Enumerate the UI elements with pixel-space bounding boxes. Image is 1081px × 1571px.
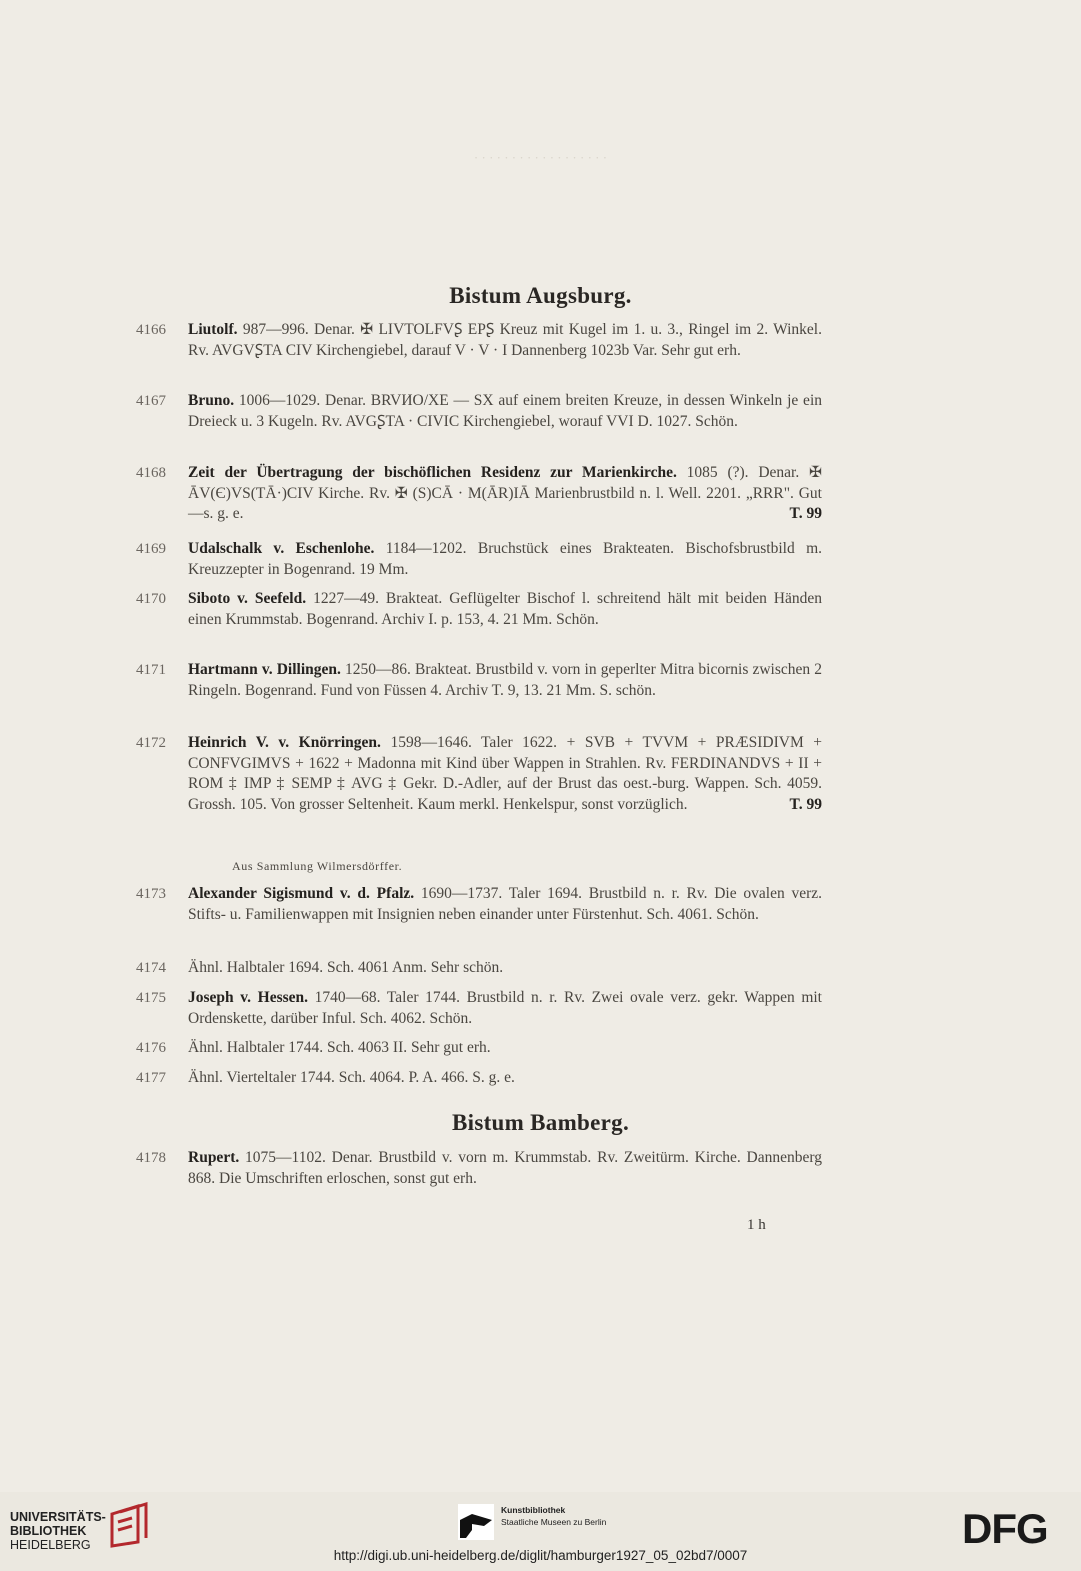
entry-description: 1598—1646. Taler 1622. + SVB + TVVM + PRÆSIDIVM + CONFVGIMVS + 1622 + Madonna mit Kind über Wappen in Strahlen. Rv. FERDINANDVS + II + ROM ‡ IMP ‡ SEMP ‡ AVG ‡ Gekr. D.-Adler, auf der Brust das oest.-burg. Wappen. Sch. 4059. Grossh. 105. Von grosser Seltenheit. Kaum merkl. Henkelspur, sonst vorzüglich. <box>188 734 823 813</box>
lot-number: 4173 <box>136 886 166 902</box>
ub-heidelberg-emblem-icon <box>108 1502 150 1548</box>
permalink-url[interactable]: http://digi.ub.uni-heidelberg.de/diglit/hamburger1927_05_02bd7/0007 <box>333 1548 748 1563</box>
ruler-name: Hartmann v. Dillingen. <box>188 661 341 678</box>
entry-text <box>188 733 822 815</box>
digitization-footer <box>0 1492 1081 1571</box>
bleed-through-text: · · · · · · · · · · · · · · · · · · <box>473 150 608 165</box>
entry-description: Ähnl. Halbtaler 1744. Sch. 4063 II. Sehr gut erh. <box>188 1039 491 1056</box>
dfg-logo[interactable]: DFG <box>962 1505 1048 1552</box>
entry-text <box>188 660 822 701</box>
lot-number: 4174 <box>136 960 166 976</box>
entry-text <box>188 539 822 580</box>
entry-description: 1184—1202. Bruchstück eines Brakteaten. Bischofsbrustbild m. Kreuzzepter in Bogenrand. 19 Mm. <box>188 540 823 578</box>
entry-description: 1085 (?). Denar. ✠ ĀV(Є)VS(TĀ·)CIV Kirche. Rv. ✠ (S)CĀ · M(ĀR)IĀ Marienbrustbild n. l. Well. 2201. „RRR". Gut—s. g. e. <box>188 464 822 522</box>
entry-text <box>188 884 822 925</box>
ruler-name: Heinrich V. v. Knörringen. <box>188 734 381 751</box>
plate-reference: T. 99 <box>789 505 822 522</box>
signature-mark: 1 h <box>747 1217 766 1233</box>
lot-number: 4170 <box>136 591 166 607</box>
ruler-name: Bruno. <box>188 392 235 409</box>
ruler-name: Zeit der Übertragung der bischöflichen Residenz zur Marienkirche. <box>188 464 677 481</box>
section-heading-bamberg: Bistum Bamberg. <box>452 1110 629 1135</box>
entry-text <box>188 958 822 979</box>
entry-text <box>188 1038 822 1059</box>
ruler-name: Alexander Sigismund v. d. Pfalz. <box>188 885 415 902</box>
entry-description: 1075—1102. Denar. Brustbild v. vorn m. Krummstab. Rv. Zweitürm. Kirche. Dannenberg 868. Die Umschriften erloschen, sonst gut erh. <box>188 1149 823 1187</box>
entry-text <box>188 391 822 432</box>
ruler-name: Siboto v. Seefeld. <box>188 590 307 607</box>
ruler-name: Liutolf. <box>188 321 238 338</box>
entry-description: Ähnl. Vierteltaler 1744. Sch. 4064. P. A. 466. S. g. e. <box>188 1069 515 1086</box>
entry-description: Ähnl. Halbtaler 1694. Sch. 4061 Anm. Sehr schön. <box>188 959 504 976</box>
lot-number: 4176 <box>136 1040 166 1056</box>
lot-number: 4169 <box>136 541 166 557</box>
ruler-name: Udalschalk v. Eschenlohe. <box>188 540 375 557</box>
entry-description: 1250—86. Brakteat. Brustbild v. vorn in geperlter Mitra bicornis zwischen 2 Ringeln. Bogenrand. Fund von Füssen 4. Archiv T. 9, 13. 21 Mm. S. schön. <box>188 661 822 699</box>
lot-number: 4177 <box>136 1070 166 1086</box>
section-heading-augsburg: Bistum Augsburg. <box>449 283 632 308</box>
lot-number: 4166 <box>136 322 166 338</box>
entry-description: 1740—68. Taler 1744. Brustbild n. r. Rv. Zwei ovale verz. gekr. Wappen mit Ordenskette, darüber Inful. Sch. 4062. Schön. <box>188 989 822 1027</box>
lot-number: 4175 <box>136 990 166 1006</box>
lot-number: 4168 <box>136 465 166 481</box>
kunstbibliothek-text[interactable]: Kunstbibliothek Staatliche Museen zu Berlin <box>501 1505 607 1527</box>
entry-text <box>188 1148 822 1189</box>
entry-text <box>188 589 822 630</box>
ruler-name: Rupert. <box>188 1149 240 1166</box>
entry-description: 987—996. Denar. ✠ LIVTOLFVꟅ EPꟅ Kreuz mit Kugel im 1. u. 3., Ringel im 2. Winkel. Rv. AVGVꟅTA CIV Kirchengiebel, darauf V · V · I Dannenberg 1023b Var. Sehr gut erh. <box>188 321 822 359</box>
plate-reference: T. 99 <box>789 795 822 813</box>
entry-text <box>188 988 822 1029</box>
entry-description: 1006—1029. Denar. BRVИO/XE — SX auf einem breiten Kreuze, in dessen Winkeln je ein Dreieck u. 3 Kugeln. Rv. AVGꟅTA · CIVIC Kirchengiebel, worauf VVI D. 1027. Schön. <box>188 392 822 430</box>
lot-number: 4178 <box>136 1150 166 1166</box>
entry-description: 1690—1737. Taler 1694. Brustbild n. r. Rv. Die ovalen verz. Stifts- u. Familienwappen mit Insignien neben einander unter Fürstenhut. Sch. 4061. Schön. <box>188 885 822 923</box>
provenance-note: Aus Sammlung Wilmersdörffer. <box>232 859 403 873</box>
entry-text <box>188 463 822 525</box>
kunstbibliothek-logo-icon <box>458 1504 494 1540</box>
entry-text <box>188 320 822 361</box>
ub-heidelberg-logo-text[interactable]: UNIVERSITÄTS- BIBLIOTHEK HEIDELBERG <box>10 1510 106 1552</box>
lot-number: 4167 <box>136 393 166 409</box>
ruler-name: Joseph v. Hessen. <box>188 989 309 1006</box>
entry-text <box>188 1068 822 1089</box>
lot-number: 4171 <box>136 662 166 678</box>
entry-description: 1227—49. Brakteat. Geflügelter Bischof l. schreitend hält mit beiden Händen einen Krummstab. Bogenrand. Archiv I. p. 153, 4. 21 Mm. Schön. <box>188 590 822 628</box>
lot-number: 4172 <box>136 735 166 751</box>
